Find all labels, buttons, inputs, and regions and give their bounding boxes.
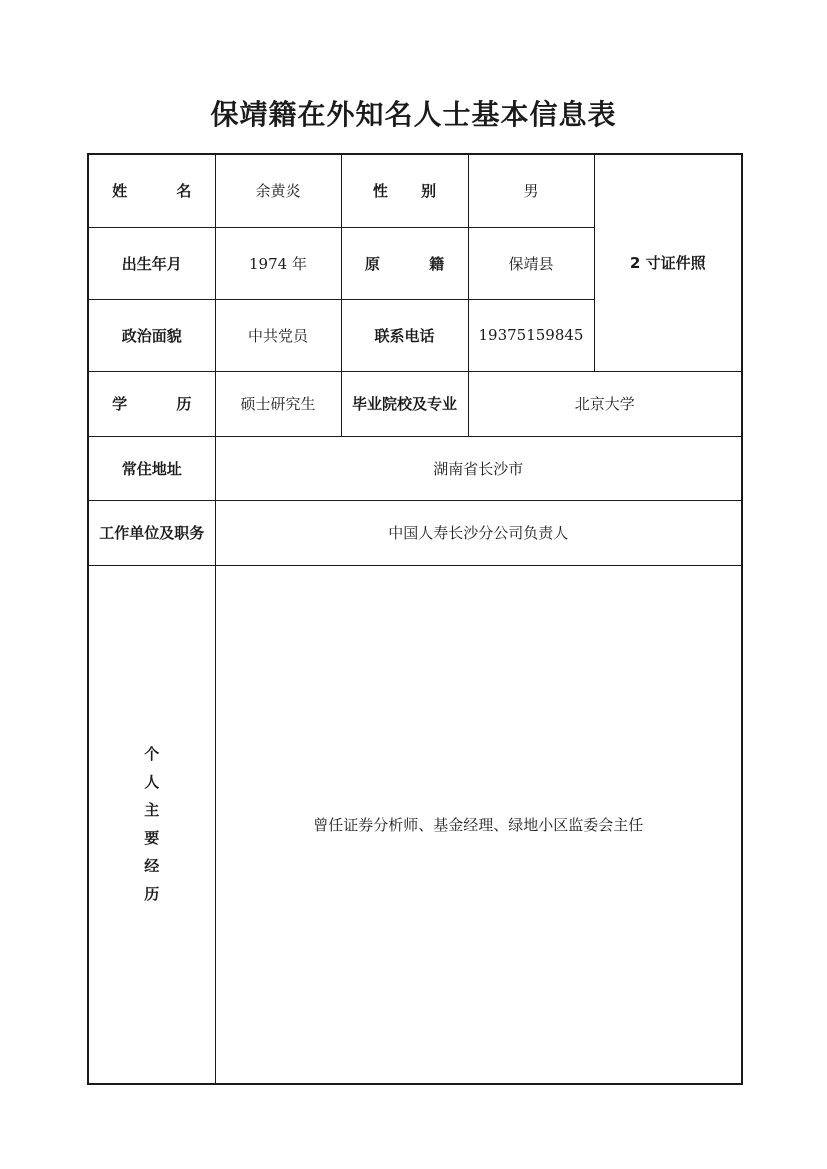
experience-label-char: 主 — [144, 801, 160, 820]
origin-value: 保靖县 — [468, 227, 594, 299]
experience-label-char: 要 — [144, 829, 160, 848]
education-value: 硕士研究生 — [215, 371, 341, 436]
experience-label — [88, 565, 215, 1084]
row-education-school — [88, 371, 742, 436]
education-label-text: 学 历 — [112, 395, 214, 413]
experience-value — [215, 565, 742, 1084]
school-label: 毕业院校及专业 — [341, 371, 468, 436]
name-label-text: 姓 名 — [112, 182, 214, 201]
experience-label-char: 历 — [144, 885, 160, 904]
info-table — [87, 153, 743, 1085]
politics-label: 政治面貌 — [88, 299, 215, 371]
name-value: 余黄炎 — [215, 154, 341, 227]
experience-label-char: 经 — [144, 857, 160, 876]
row-address — [88, 436, 742, 500]
school-value: 北京大学 — [468, 371, 742, 436]
experience-label-char: 个 — [144, 745, 160, 764]
work-label: 工作单位及职务 — [88, 500, 215, 565]
gender-label — [341, 154, 468, 227]
work-value: 中国人寿长沙分公司负责人 — [215, 500, 742, 565]
row-name-gender — [88, 154, 742, 227]
education-label — [88, 371, 215, 436]
origin-label-text: 原 籍 — [364, 254, 467, 273]
row-experience — [88, 565, 742, 1084]
experience-label-vertical — [89, 744, 215, 904]
address-value: 湖南省长沙市 — [215, 436, 742, 500]
phone-label: 联系电话 — [341, 299, 468, 371]
experience-text: 曾任证券分析师、基金经理、绿地小区监委会主任 — [313, 815, 644, 834]
experience-label-char: 人 — [144, 773, 160, 792]
page-title: 保靖籍在外知名人士基本信息表 — [210, 98, 617, 131]
politics-value: 中共党员 — [215, 299, 341, 371]
row-work — [88, 500, 742, 565]
origin-label — [341, 227, 468, 299]
photo-placeholder: 2 寸证件照 — [594, 154, 742, 371]
gender-label-text: 性 别 — [372, 182, 451, 201]
address-label: 常住地址 — [88, 436, 215, 500]
birth-value: 1974 年 — [215, 227, 341, 299]
name-label — [88, 154, 215, 227]
gender-value: 男 — [468, 154, 594, 227]
phone-value: 19375159845 — [468, 299, 594, 371]
birth-label: 出生年月 — [88, 227, 215, 299]
